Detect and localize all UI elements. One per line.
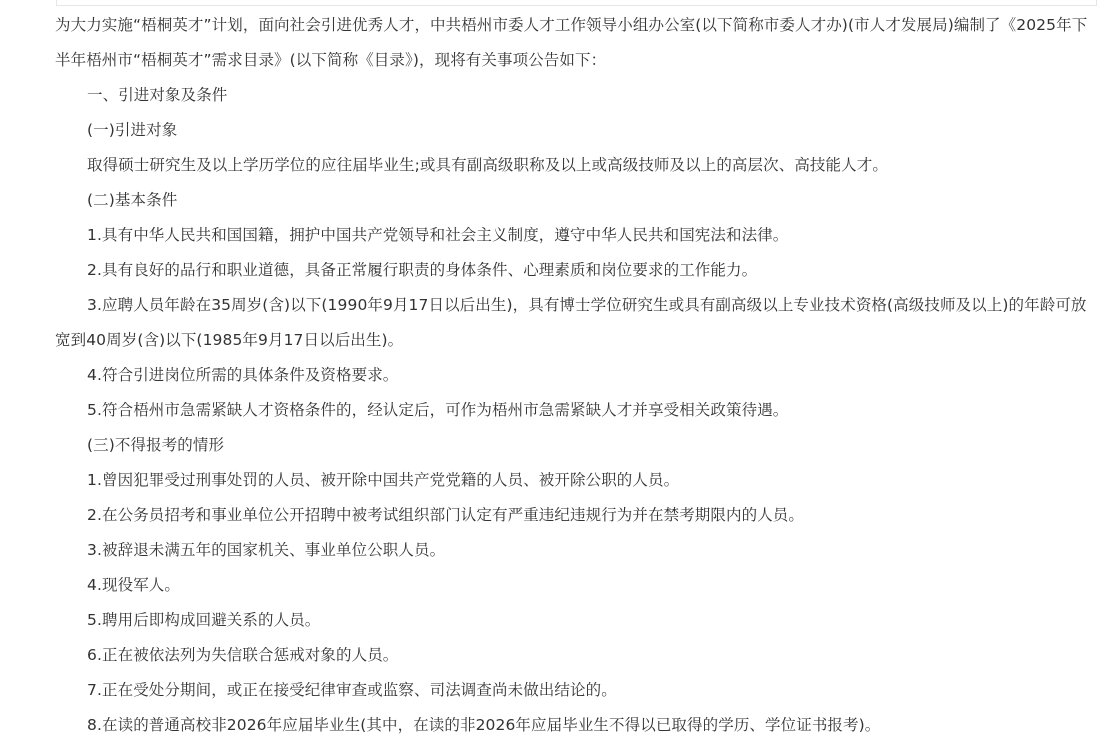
section-heading-1: 一、引进对象及条件 (87, 86, 228, 104)
condition-item-1: 1.具有中华人民共和国国籍，拥护中国共产党领导和社会主义制度，遵守中华人民共和国宪法和法律。 (87, 226, 789, 244)
exclusion-item-2: 2.在公务员招考和事业单位公开招聘中被考试组织部门认定有严重违纪违规行为并在禁考期限内的人员。 (87, 506, 804, 524)
exclusion-item-6: 6.正在被依法列为失信联合惩戒对象的人员。 (87, 646, 399, 664)
condition-item-4: 4.符合引进岗位所需的具体条件及资格要求。 (87, 366, 399, 384)
announcement-article (55, 8, 1095, 743)
subsection-heading-1: (一)引进对象 (87, 121, 178, 139)
exclusion-item-7: 7.正在受处分期间，或正在接受纪律审查或监察、司法调查尚未做出结论的。 (87, 681, 617, 699)
exclusion-item-4: 4.现役军人。 (87, 576, 180, 594)
exclusion-item-5: 5.聘用后即构成回避关系的人员。 (87, 611, 321, 629)
subsection-1-text: 取得硕士研究生及以上学历学位的应往届毕业生;或具有副高级职称及以上或高级技师及以上的高层次、高技能人才。 (87, 156, 888, 174)
condition-item-2: 2.具有良好的品行和职业道德，具备正常履行职责的身体条件、心理素质和岗位要求的工作能力。 (87, 261, 758, 279)
condition-item-3: 3.应聘人员年龄在35周岁(含)以下(1990年9月17日以后出生)，具有博士学位研究生或具有副高级以上专业技术资格(高级技师及以上)的年龄可放宽到40周岁(含)以下(1985年9月17日以后出生)。 (55, 296, 1087, 349)
intro-paragraph: 为大力实施“梧桐英才”计划，面向社会引进优秀人才，中共梧州市委人才工作领导小组办公室(以下简称市委人才办)(市人才发展局)编制了《2025年下半年梧州市“梧桐英才”需求目录》(以下简称《目录》)，现将有关事项公告如下： (55, 16, 1088, 69)
exclusion-item-1: 1.曾因犯罪受过刑事处罚的人员、被开除中国共产党党籍的人员、被开除公职的人员。 (87, 471, 680, 489)
content-frame-border (56, 0, 1097, 6)
subsection-heading-2: (二)基本条件 (87, 191, 178, 209)
exclusion-item-3: 3.被辞退未满五年的国家机关、事业单位公职人员。 (87, 541, 446, 559)
exclusion-item-8: 8.在读的普通高校非2026年应届毕业生(其中，在读的非2026年应届毕业生不得以已取得的学历、学位证书报考)。 (87, 716, 881, 734)
condition-item-5: 5.符合梧州市急需紧缺人才资格条件的，经认定后，可作为梧州市急需紧缺人才并享受相关政策待遇。 (87, 401, 789, 419)
subsection-heading-3: (三)不得报考的情形 (87, 436, 225, 454)
